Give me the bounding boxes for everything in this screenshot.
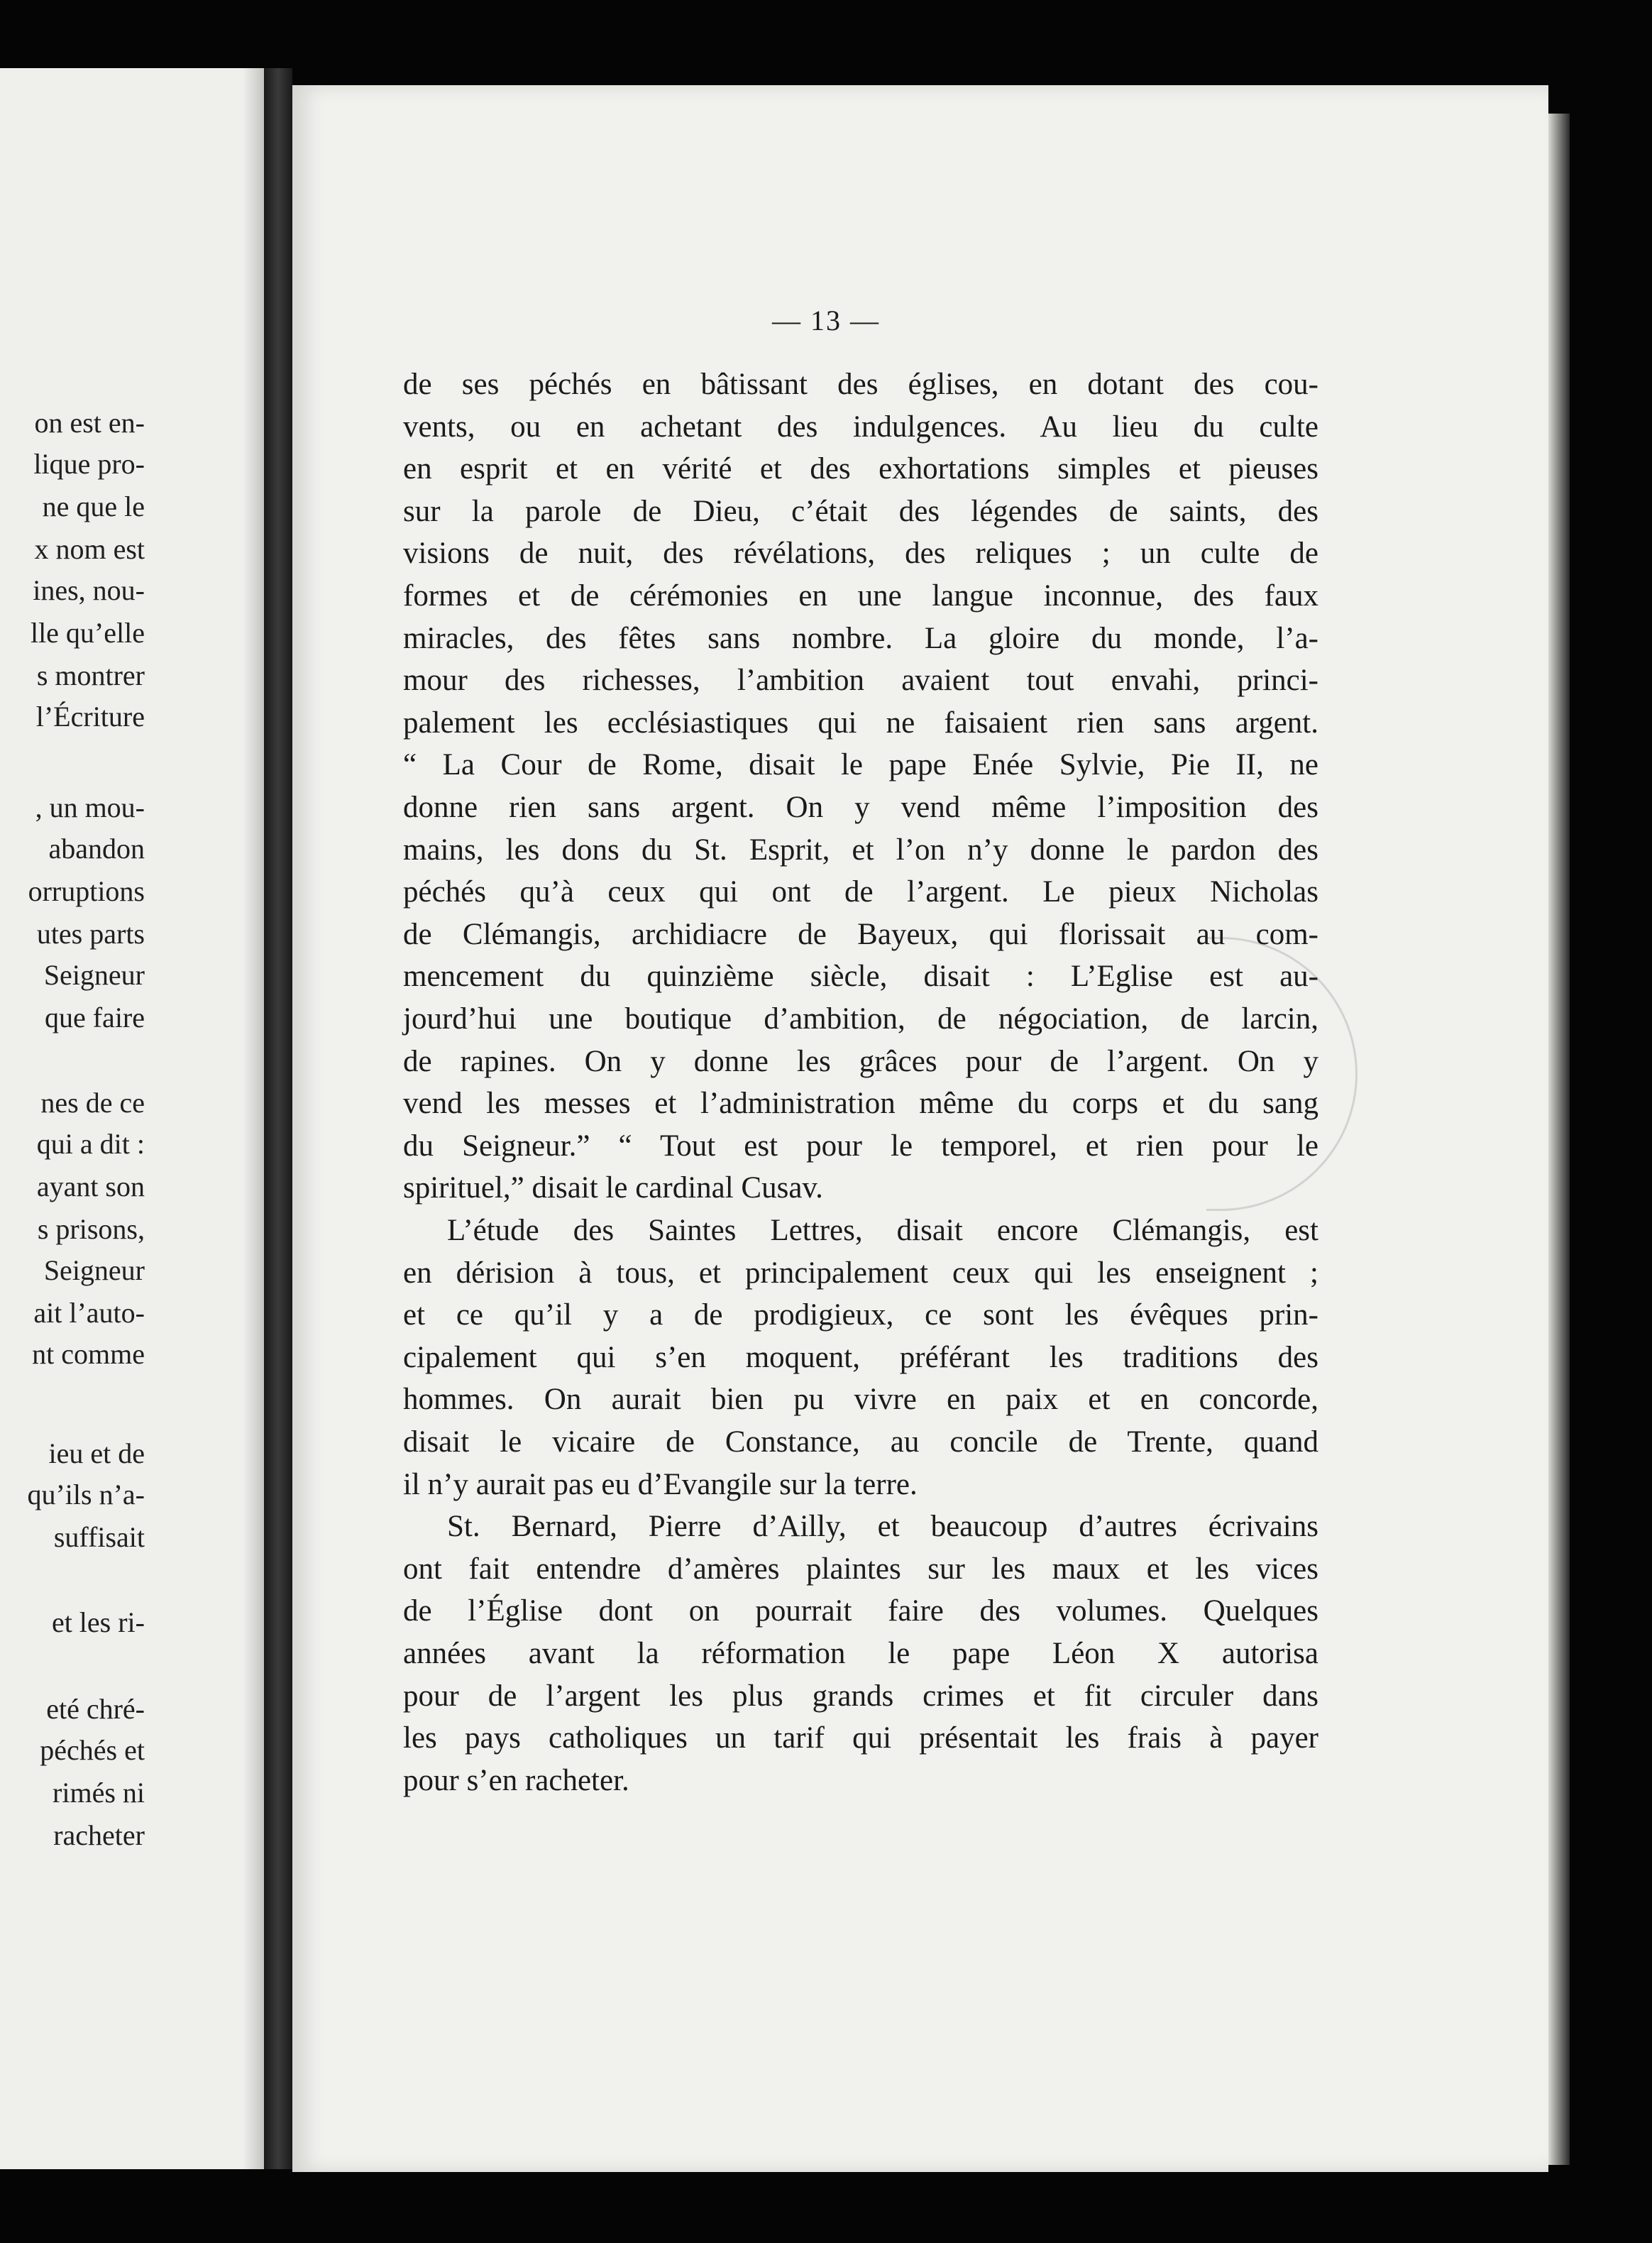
text-line: St. Bernard, Pierre d’Ailly, et beaucoup d’autres écrivains bbox=[447, 1510, 1318, 1543]
left-page-line: eté chré- bbox=[46, 1693, 145, 1725]
text-line: L’étude des Saintes Lettres, disait encore Clémangis, est bbox=[447, 1214, 1318, 1247]
left-page-line: racheter bbox=[53, 1819, 145, 1851]
text-line: sur la parole de Dieu, c’était des légendes de saints, des bbox=[403, 495, 1318, 528]
text-line: mour des richesses, l’ambition avaient tout envahi, princi- bbox=[403, 664, 1318, 697]
text-line: de rapines. On y donne les grâces pour de l’argent. On y bbox=[403, 1045, 1318, 1078]
left-page-line: s prisons, bbox=[37, 1213, 145, 1245]
left-page-line: ines, nou- bbox=[33, 574, 145, 606]
left-page-line: péchés et bbox=[40, 1734, 145, 1766]
left-page-line: qu’ils n’a- bbox=[27, 1479, 145, 1510]
text-line: de l’Église dont on pourrait faire des volumes. Quelques bbox=[403, 1594, 1318, 1628]
text-line: visions de nuit, des révélations, des reliques ; un culte de bbox=[403, 537, 1318, 570]
left-page-line: x nom est bbox=[34, 533, 145, 565]
left-page-line: utes parts bbox=[36, 918, 145, 950]
left-page-line: s montrer bbox=[36, 659, 145, 691]
text-line: vend les messes et l’administration même du corps et du sang bbox=[403, 1087, 1318, 1120]
left-page-line: suffisait bbox=[53, 1521, 145, 1553]
left-page-line: Seigneur bbox=[43, 959, 145, 991]
left-page-line: ait l’auto- bbox=[33, 1297, 145, 1329]
left-page-line: que faire bbox=[44, 1002, 145, 1033]
text-line: cipalement qui s’en moquent, préférant les traditions des bbox=[403, 1341, 1318, 1374]
left-page-line: lique pro- bbox=[33, 448, 145, 480]
left-page-line: abandon bbox=[48, 833, 145, 865]
gutter-shadow bbox=[243, 68, 264, 2169]
left-page-line: , un mou- bbox=[35, 791, 145, 823]
left-page-line: ayant son bbox=[36, 1170, 145, 1202]
left-page-line: nt comme bbox=[32, 1338, 145, 1370]
text-line: pour s’en racheter. bbox=[403, 1764, 629, 1797]
book-spine bbox=[264, 68, 292, 2169]
text-line: donne rien sans argent. On y vend même l’imposition des bbox=[403, 791, 1318, 824]
text-line: spirituel,” disait le cardinal Cusav. bbox=[403, 1171, 823, 1205]
text-line: et ce qu’il y a de prodigieux, ce sont les évêques prin- bbox=[403, 1298, 1318, 1332]
text-line: de Clémangis, archidiacre de Bayeux, qui florissait au com- bbox=[403, 918, 1318, 951]
text-line: du Seigneur.” “ Tout est pour le temporel, et rien pour le bbox=[403, 1129, 1318, 1163]
left-page-line: qui a dit : bbox=[36, 1128, 145, 1160]
text-line: jourd’hui une boutique d’ambition, de négociation, de larcin, bbox=[403, 1002, 1318, 1036]
left-page-line: et les ri- bbox=[51, 1606, 145, 1638]
text-line: péchés qu’à ceux qui ont de l’argent. Le pieux Nicholas bbox=[403, 875, 1318, 909]
text-line: il n’y aurait pas eu d’Evangile sur la terre. bbox=[403, 1468, 918, 1501]
text-line: hommes. On aurait bien pu vivre en paix et en concorde, bbox=[403, 1383, 1318, 1416]
text-line: de ses péchés en bâtissant des églises, en dotant des cou- bbox=[403, 368, 1318, 401]
text-line: mencement du quinzième siècle, disait : L’Eglise est au- bbox=[403, 960, 1318, 993]
left-page-line: lle qu’elle bbox=[30, 617, 145, 649]
page-edge bbox=[1548, 114, 1570, 2165]
text-line: miracles, des fêtes sans nombre. La gloire du monde, l’a- bbox=[403, 622, 1318, 655]
text-line: en esprit et en vérité et des exhortations simples et pieuses bbox=[403, 452, 1318, 486]
left-page-line: nes de ce bbox=[40, 1087, 145, 1119]
text-line: formes et de cérémonies en une langue inconnue, des faux bbox=[403, 579, 1318, 613]
text-line: les pays catholiques un tarif qui présentait les frais à payer bbox=[403, 1721, 1318, 1755]
left-page-line: orruptions bbox=[28, 875, 145, 907]
text-line: en dérision à tous, et principalement ceux qui les enseignent ; bbox=[403, 1256, 1318, 1290]
page-number: — 13 — bbox=[772, 305, 880, 336]
text-line: “ La Cour de Rome, disait le pape Enée Sylvie, Pie II, ne bbox=[403, 748, 1318, 782]
left-page-line: ieu et de bbox=[48, 1437, 145, 1469]
left-page-line: ne que le bbox=[42, 490, 145, 522]
left-page-line: on est en- bbox=[34, 407, 145, 439]
text-line: années avant la réformation le pape Léon X autorisa bbox=[403, 1637, 1318, 1670]
left-page-line: l’Écriture bbox=[35, 701, 145, 733]
text-line: disait le vicaire de Constance, au concile de Trente, quand bbox=[403, 1425, 1318, 1459]
left-page-line: rimés ni bbox=[53, 1777, 145, 1809]
left-page-line: Seigneur bbox=[43, 1254, 145, 1286]
text-line: ont fait entendre d’amères plaintes sur les maux et les vices bbox=[403, 1552, 1318, 1586]
text-line: pour de l’argent les plus grands crimes et fit circuler dans bbox=[403, 1679, 1318, 1713]
text-line: palement les ecclésiastiques qui ne faisaient rien sans argent. bbox=[403, 706, 1318, 740]
left-facing-page bbox=[0, 68, 264, 2169]
text-line: vents, ou en achetant des indulgences. Au lieu du culte bbox=[403, 410, 1318, 444]
text-line: mains, les dons du St. Esprit, et l’on n’y donne le pardon des bbox=[403, 833, 1318, 867]
